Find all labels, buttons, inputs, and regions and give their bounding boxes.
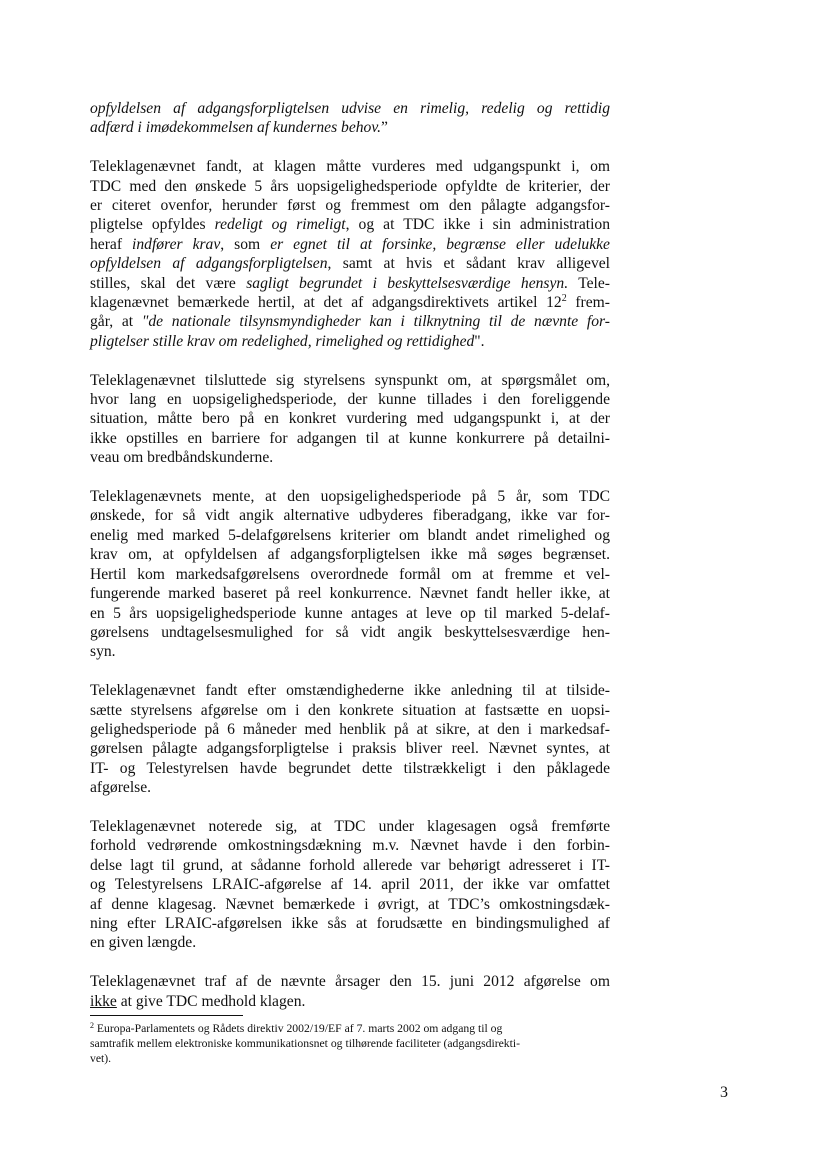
underlined-word: ikke <box>90 992 117 1010</box>
emphasis: opfyldelsen af adgangsforpligtelsen <box>90 255 328 273</box>
emphasis: indfører krav <box>132 235 221 253</box>
footnote-separator <box>90 1015 243 1016</box>
text-line: Teleklagenævnet tilsluttede sig styrelsens synspunkt om, at spørgsmålet om, <box>90 371 610 389</box>
text-line: krav om, at opfyldelsen af adgangsforpligtelsen ikke må søges begrænset. <box>90 546 610 564</box>
text-line: enelig med marked 5-delafgørelsens kriterier om blandt andet rimelighed og <box>90 526 610 544</box>
text-line: er citeret ovenfor, herunder først og fremmest om den pålagte adgangsfor- <box>90 197 610 215</box>
text-line: en 5 års uopsigelighedsperiode kunne antages at leve op til marked 5-delaf- <box>90 604 610 622</box>
text-line: TDC med den ønskede 5 års uopsigelighedsperiode opfyldte de kriterier, der <box>90 177 610 195</box>
quote-paragraph <box>90 99 610 138</box>
emphasis: er egnet til at forsinke, begrænse eller udelukke <box>270 235 610 253</box>
text-line: hvor lang en uopsigelighedsperiode, der kunne tillades i den foreliggende <box>90 391 610 409</box>
text-line: Hertil kom markedsafgørelsens overordnede formål om at fremme et vel- <box>90 565 610 583</box>
text-line: Teleklagenævnets mente, at den uopsigelighedsperiode på 5 år, som TDC <box>90 488 610 506</box>
text-line: forhold vedrørende omkostningsdækning m.v. Nævnet havde i den forbin- <box>90 837 610 855</box>
closing-quote: ” <box>381 119 388 137</box>
text-line: Teleklagenævnet traf af de nævnte årsager den 15. juni 2012 afgørelse om <box>90 973 610 991</box>
styrelse-view-paragraph <box>90 371 610 468</box>
text-line: syn. <box>90 643 116 661</box>
page-number: 3 <box>720 1084 728 1101</box>
six-month-period-paragraph <box>90 681 610 797</box>
footnote-line: vet). <box>90 1052 112 1065</box>
assessment-paragraph: Teleklagenævnet fandt, at klagen måtte vurderes med udgangspunkt i, om TDC med den ønskede 5 års uopsigelighedsperiode opfyldte de kriterier, der er citeret ovenfor, herunder først og fremmest om den pålagte adgangsfor- pligtelse opfyldes redeligt og rimeligt, og at TDC ikke i sin administration heraf indfører krav, som er egnet til at forsinke, begrænse eller udelukke opfyldelsen af adgangsforpligtelsen, samt at hvis et sådant krav alligevel stilles, skal det være sagligt begrundet i beskyttelsesværdige hensyn. Tele- klagenævnet bemærkede hertil, at det af adgangsdirektivets artikel 12$^2$ frem- går, at "de nationale tilsynsmyndigheder kan i tilknytning til de nævnte for- pligtelser stille krav om redelighed, rimelighed og rettidighed". <box>90 158 611 350</box>
text-line: IT- og Telestyrelsen havde begrundet dette tilstrækkeligt i den påklagede <box>90 759 610 777</box>
emphasis: sagligt begrundet i beskyttelsesværdige hensyn. <box>246 274 569 292</box>
text-line: ønskede, for så vidt angik alternative udbyderes fiberadgang, ikke var for- <box>90 507 610 525</box>
body-text <box>90 99 610 1030</box>
footnote-line: samtrafik mellem elektroniske kommunikationsnet og tilhørende faciliteter (adgangsdirekti- <box>90 1037 521 1050</box>
emphasis: "de nationale tilsynsmyndigheder kan i tilknytning til de nævnte for- <box>141 313 610 331</box>
quote-line: opfyldelsen af adgangsforpligtelsen udvise en rimelig, redelig og rettidig <box>90 100 610 117</box>
text-line: situation, måtte bero på en konkret vurdering med udgangspunkt i, at der <box>90 410 610 428</box>
text-line: og Telestyrelsens LRAIC-afgørelse af 14. april 2011, der ikke var omfattet <box>90 876 610 894</box>
text-line: gørelsens undtagelsesmulighed for så vidt angik beskyttelsesværdige hen- <box>90 623 610 641</box>
emphasis: pligtelser stille krav om redelighed, rimelighed og rettidighed <box>90 332 475 350</box>
footnote: $^2$ Europa-Parlamentets og Rådets direktiv 2002/19/EF af 7. marts 2002 om adgang til og samtrafik mellem elektroniske kommunikationsnet og tilhørende faciliteter (adgangsdirekti- vet). <box>90 1021 610 1066</box>
text-line: af denne klagesag. Nævnet bemærkede i øvrigt, at TDC’s omkostningsdæk- <box>90 895 610 913</box>
text-line: Teleklagenævnet fandt efter omstændighederne ikke anledning til at tilside- <box>90 682 610 700</box>
text-line: ning efter LRAIC-afgørelsen ikke sås at forudsætte en bindingsmulighed af <box>90 914 610 932</box>
five-year-period-paragraph <box>90 487 610 662</box>
text-line: gørelsen pålagte adgangsforpligtelse i praksis bliver reel. Nævnet syntes, at <box>90 740 610 758</box>
text-line: ikke opstilles en barriere for adgangen til at kunne konkurrere på detailni- <box>90 429 610 447</box>
text-line: Teleklagenævnet fandt, at klagen måtte vurderes med udgangspunkt i, om <box>90 158 610 176</box>
cost-coverage-paragraph <box>90 817 610 953</box>
footnote-reference[interactable]: 2 <box>561 293 567 305</box>
text-line: delse lagt til grund, at sådanne forhold allerede var behørigt adresseret i IT- <box>90 856 610 874</box>
quote-line: adfærd i imødekommelsen af kundernes behov. <box>90 119 382 137</box>
emphasis: redeligt og rimeligt <box>214 216 346 234</box>
text-line: afgørelse. <box>90 779 152 797</box>
text-line: gelighedsperiode på 6 måneder med henblik på at sikre, at den i markedsaf- <box>90 720 610 738</box>
footnote-marker: 2 <box>90 1021 94 1030</box>
text-line: veau om bredbåndskunderne. <box>90 449 274 467</box>
text-line: fungerende marked baseret på reel konkurrence. Nævnet fandt heller ikke, at <box>90 585 610 603</box>
text-line: sætte styrelsens afgørelse om i den konkrete situation at fastsætte en uopsi- <box>90 701 610 719</box>
text-line: Teleklagenævnet noterede sig, at TDC under klagesagen også fremførte <box>90 817 610 835</box>
decision-paragraph: Teleklagenævnet traf af de nævnte årsager den 15. juni 2012 afgørelse om ikke at give TDC medhold klagen. <box>90 973 610 1010</box>
text-line: en given længde. <box>90 934 197 952</box>
